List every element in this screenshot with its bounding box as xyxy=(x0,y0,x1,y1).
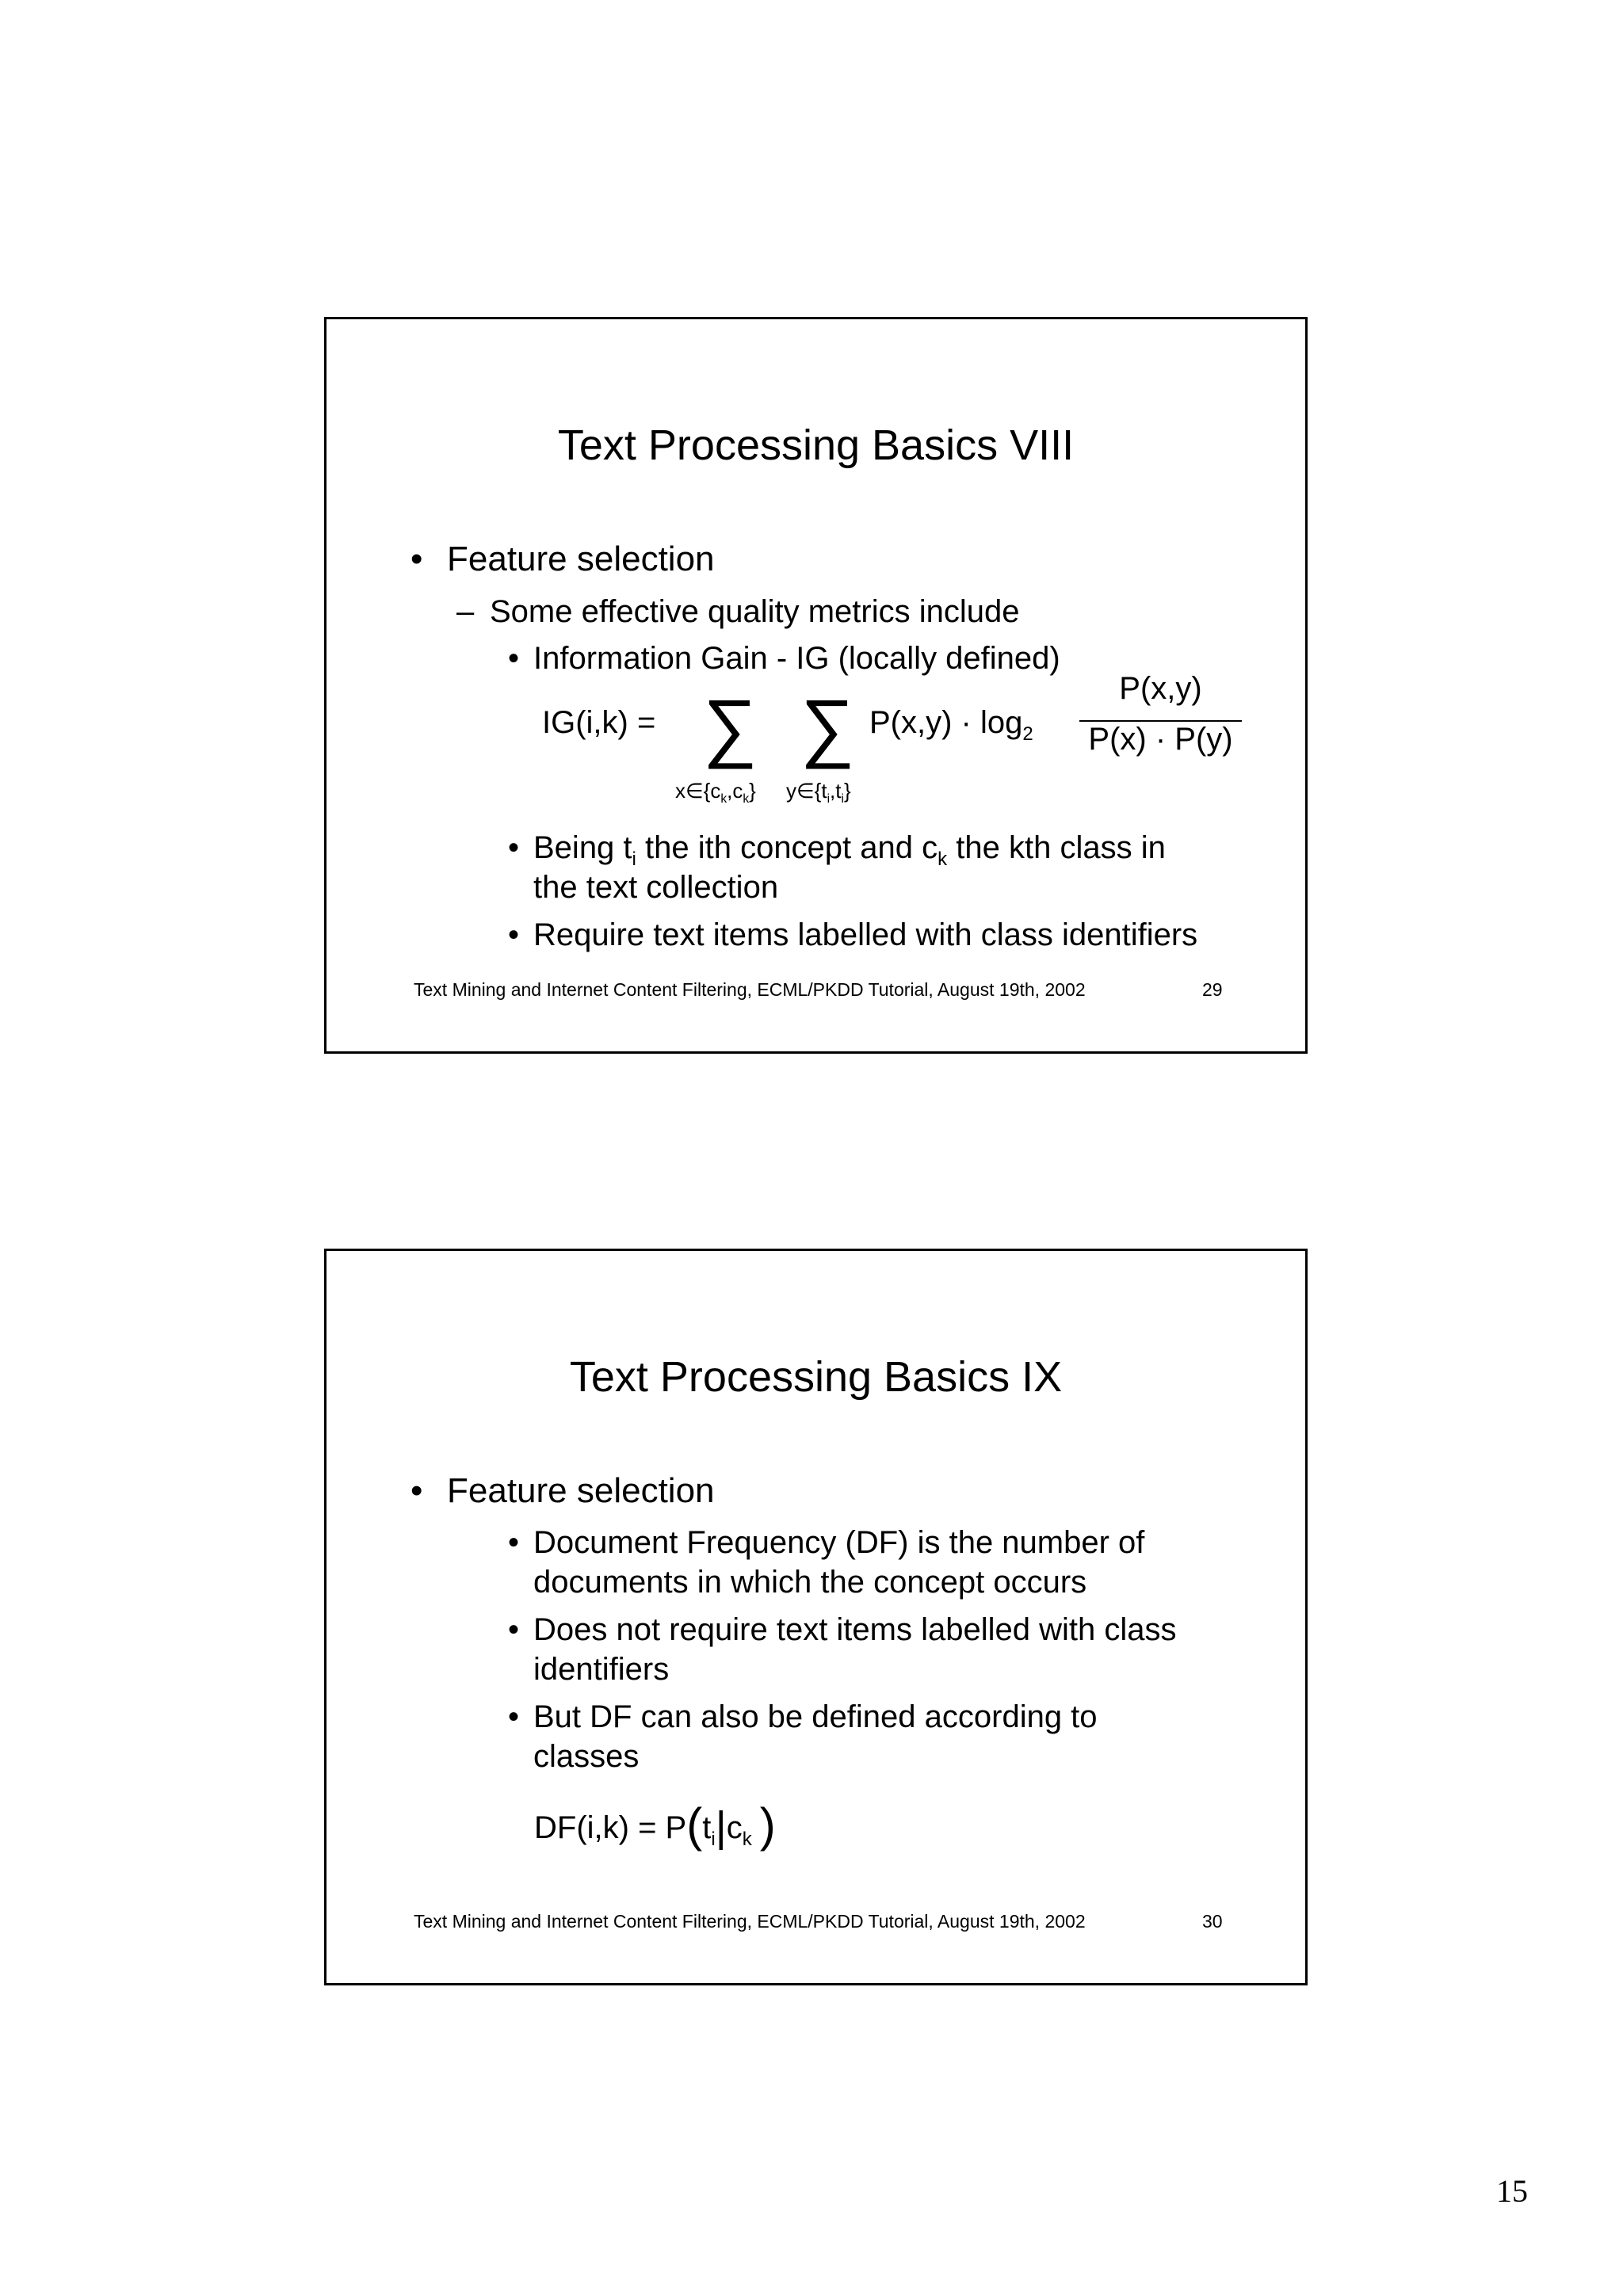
slide-title: Text Processing Basics VIII xyxy=(557,421,1075,469)
subsub-bullet-df-classes: • But DF can also be defined according to xyxy=(533,1697,1098,1737)
fraction-denominator: P(x) · P(y) xyxy=(1088,722,1233,757)
bullet-mark: • xyxy=(508,830,520,865)
slide-number: 30 xyxy=(1202,1911,1223,1932)
bullet-mark: • xyxy=(508,1699,520,1734)
slide-footer: Text Mining and Internet Content Filtering, ECML/PKDD Tutorial, August 19th, 2002 xyxy=(414,1911,1086,1932)
slide-29 xyxy=(324,317,1308,1054)
sub-bullet-text: Some effective quality metrics include xyxy=(490,594,1020,629)
sigma-symbol: ∑ xyxy=(703,685,758,769)
bullet-mark: • xyxy=(411,1471,423,1510)
sigma-symbol: ∑ xyxy=(800,685,855,769)
sum-range-y: $y\in\{t_i,t_i\}$ xyxy=(786,779,851,807)
subsub-bullet-require-labels: • Require text items labelled with class identifiers xyxy=(533,915,1197,955)
subsub-bullet-no-labels-line2: identifiers xyxy=(533,1652,670,1687)
subsub-bullet-text: Information Gain - IG (locally defined) xyxy=(533,641,1060,676)
formula-lhs: IG(i,k) = xyxy=(542,705,656,740)
bullet-mark: • xyxy=(411,540,423,578)
bullet-mark: • xyxy=(508,1525,520,1560)
subsub-bullet-being-ti: • Being $t_i$ the ith concept and $c_k$ the kth class in xyxy=(533,828,1166,879)
df-formula: $DF(i,k) = P(t_i|c_k$ ) xyxy=(534,1798,776,1852)
slide-30 xyxy=(324,1249,1308,1985)
slide-number: 29 xyxy=(1202,979,1223,1000)
formula-body: $P(x,y) \cdot \log_2$ xyxy=(869,705,1033,745)
page-number: 15 xyxy=(1496,2173,1528,2209)
fraction-numerator: P(x,y) xyxy=(1119,671,1202,706)
subsub-bullet-document-frequency: • Document Frequency (DF) is the number of xyxy=(533,1523,1144,1562)
slide-footer: Text Mining and Internet Content Filtering, ECML/PKDD Tutorial, August 19th, 2002 xyxy=(414,979,1086,1000)
subsub-bullet-df-classes-line2: classes xyxy=(533,1739,640,1774)
bullet-feature-selection xyxy=(411,540,715,579)
sub-bullet-quality-metrics xyxy=(456,592,1020,631)
bullet-feature-selection xyxy=(411,1471,715,1511)
slide-title: Text Processing Basics IX xyxy=(569,1353,1063,1401)
bullet-mark: • xyxy=(508,917,520,952)
subsub-bullet-being-ti-line2: the text collection xyxy=(533,870,779,905)
sum-range-x: $x\in\{c_k,c_k\}$ xyxy=(675,779,756,807)
bullet-text: Feature selection xyxy=(447,1471,715,1510)
subsub-bullet-information-gain xyxy=(508,639,1060,678)
bullet-mark: • xyxy=(508,1612,520,1647)
bullet-mark: • xyxy=(508,641,520,676)
dash-mark: – xyxy=(456,594,475,629)
bullet-text: Feature selection xyxy=(447,540,715,578)
subsub-bullet-document-frequency-line2: documents in which the concept occurs xyxy=(533,1565,1087,1600)
subsub-bullet-no-labels: • Does not require text items labelled with class xyxy=(533,1610,1176,1650)
